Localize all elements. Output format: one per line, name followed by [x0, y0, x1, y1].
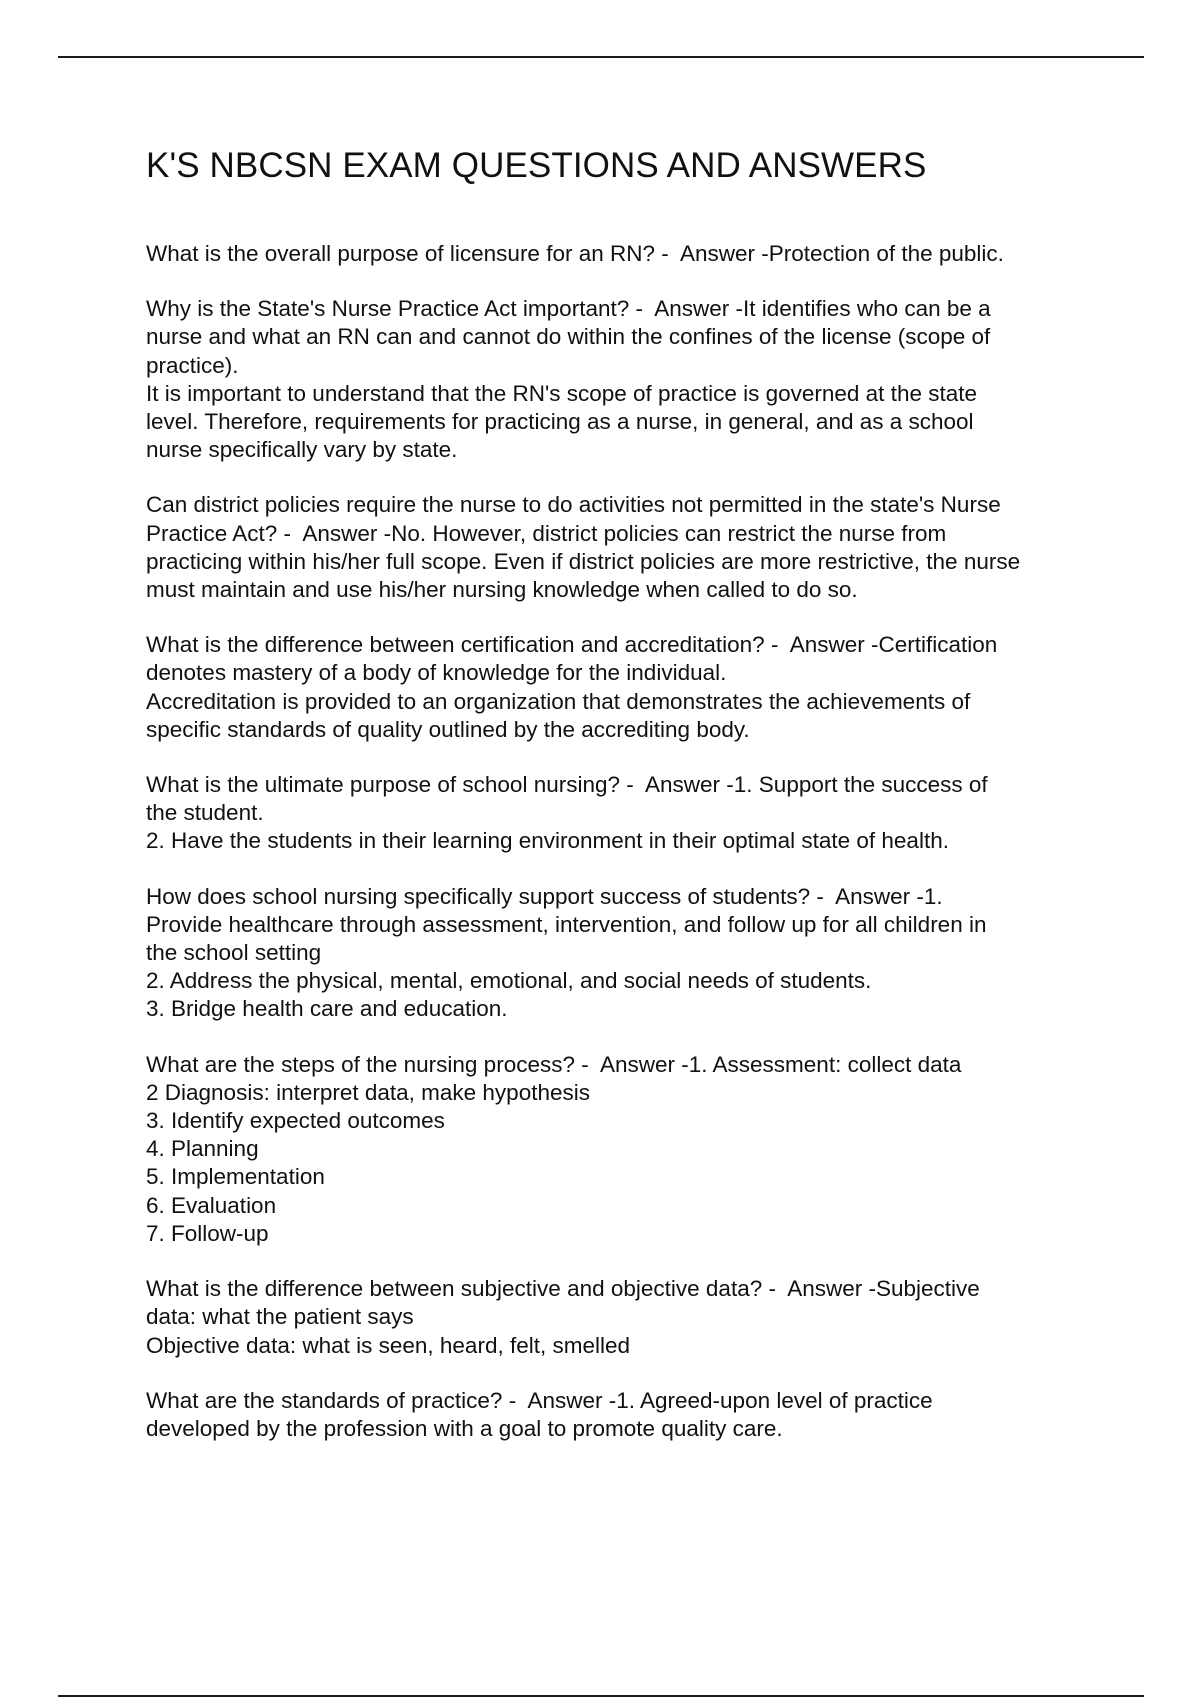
qa-item	[146, 1275, 1106, 1360]
qa-line: data: what the patient says	[146, 1304, 414, 1330]
page-title: K'S NBCSN EXAM QUESTIONS AND ANSWERS	[146, 146, 927, 185]
qa-line: 4. Planning	[146, 1136, 259, 1162]
qa-line: How does school nursing specifically support success of students? - Answer -1.	[146, 883, 943, 909]
qa-line: 6. Evaluation	[146, 1192, 277, 1218]
qa-item	[146, 1051, 1106, 1248]
qa-line: 7. Follow-up	[146, 1220, 269, 1246]
qa-item	[146, 240, 1106, 268]
qa-line: What is the ultimate purpose of school nursing? - Answer -1. Support the success of	[146, 772, 988, 798]
qa-item	[146, 631, 1106, 744]
qa-line: What is the difference between certification and accreditation? - Answer -Certification	[146, 632, 998, 658]
qa-line: Provide healthcare through assessment, intervention, and follow up for all children in	[146, 911, 987, 937]
qa-line: 2. Address the physical, mental, emotional, and social needs of students.	[146, 968, 872, 994]
qa-line: 3. Bridge health care and education.	[146, 996, 508, 1022]
qa-line: 5. Implementation	[146, 1164, 325, 1190]
qa-item	[146, 771, 1106, 856]
qa-line: What are the steps of the nursing process? - Answer -1. Assessment: collect data	[146, 1051, 962, 1077]
qa-line: Can district policies require the nurse to do activities not permitted in the state's Nurse	[146, 492, 1001, 518]
qa-line: denotes mastery of a body of knowledge for the individual.	[146, 660, 727, 686]
qa-line: Objective data: what is seen, heard, felt, smelled	[146, 1332, 631, 1358]
qa-item	[146, 1387, 1106, 1443]
qa-item	[146, 295, 1106, 464]
qa-line: must maintain and use his/her nursing knowledge when called to do so.	[146, 577, 858, 603]
qa-line: 3. Identify expected outcomes	[146, 1108, 445, 1134]
qa-line: practicing within his/her full scope. Even if district policies are more restrictive, the nurse	[146, 548, 1021, 574]
qa-line: It is important to understand that the RN's scope of practice is governed at the state	[146, 380, 977, 406]
qa-line: developed by the profession with a goal to promote quality care.	[146, 1415, 783, 1441]
qa-list	[146, 240, 1106, 1470]
bottom-rule	[58, 1695, 1144, 1697]
qa-line: 2 Diagnosis: interpret data, make hypothesis	[146, 1079, 590, 1105]
qa-line: the student.	[146, 800, 264, 826]
qa-line: What is the overall purpose of licensure for an RN? - Answer -Protection of the public.	[146, 241, 1004, 266]
qa-line: level. Therefore, requirements for practicing as a nurse, in general, and as a school	[146, 409, 974, 435]
qa-line: the school setting	[146, 940, 322, 966]
qa-line: practice).	[146, 352, 239, 378]
top-rule	[58, 56, 1144, 58]
qa-item	[146, 491, 1106, 604]
qa-line: Why is the State's Nurse Practice Act important? - Answer -It identifies who can be a	[146, 296, 991, 322]
qa-line: nurse specifically vary by state.	[146, 437, 458, 463]
qa-line: Accreditation is provided to an organization that demonstrates the achievements of	[146, 688, 971, 714]
qa-line: specific standards of quality outlined by the accrediting body.	[146, 716, 750, 742]
qa-line: 2. Have the students in their learning environment in their optimal state of health.	[146, 828, 949, 854]
qa-line: What are the standards of practice? - Answer -1. Agreed-upon level of practice	[146, 1387, 933, 1413]
qa-line: What is the difference between subjective and objective data? - Answer -Subjective	[146, 1276, 980, 1302]
qa-line: Practice Act? - Answer -No. However, district policies can restrict the nurse from	[146, 520, 947, 546]
qa-line: nurse and what an RN can and cannot do within the confines of the license (scope of	[146, 324, 991, 350]
qa-item	[146, 883, 1106, 1024]
